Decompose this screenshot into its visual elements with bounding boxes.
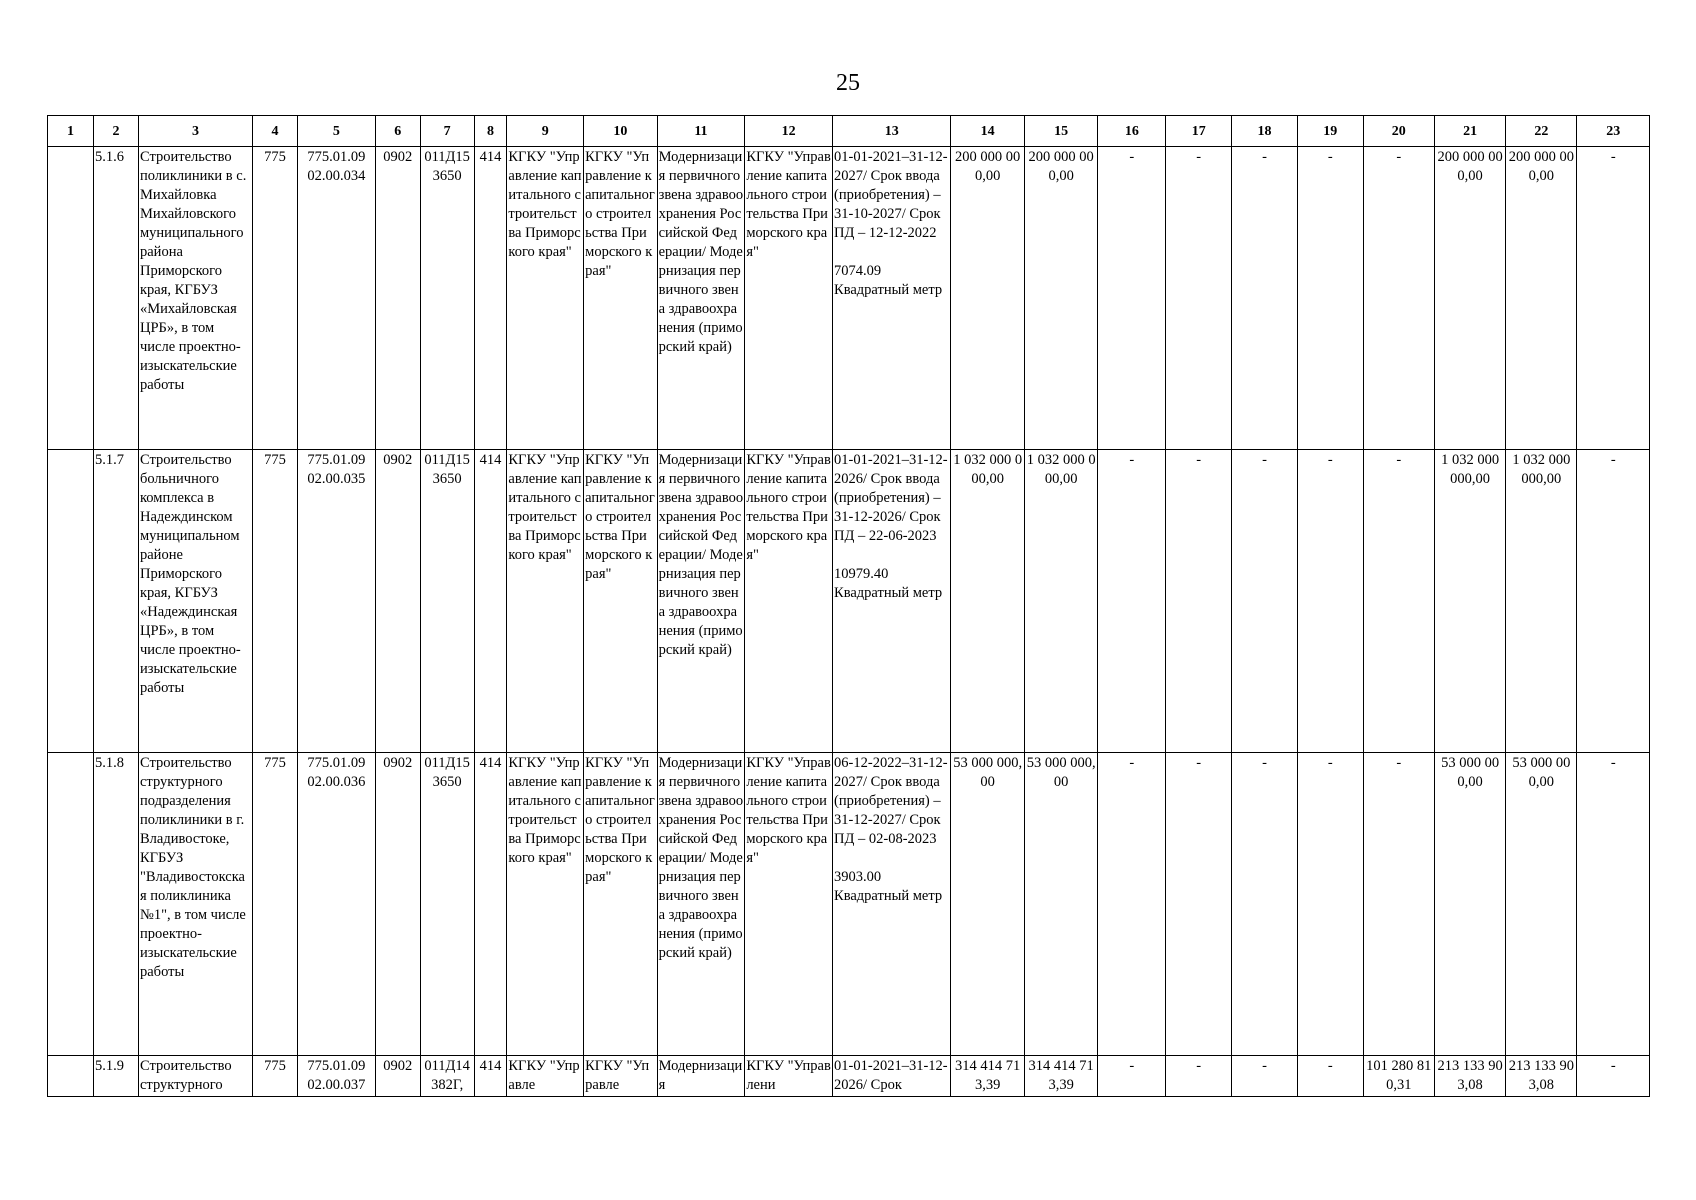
col-header: 22: [1506, 116, 1577, 147]
cell-amount: 53 000 000,00: [1434, 753, 1505, 1056]
cell-amount: 200 000 000,00: [1506, 147, 1577, 450]
col-header: 15: [1024, 116, 1097, 147]
cell-amount: 200 000 000,00: [951, 147, 1024, 450]
cell-object-name: Строительство больничного комплекса в Надеждинском муниципальном районе Приморского края, КГБУЗ «Надеждинская ЦРБ», в том числе проектно-изыскательские работы: [139, 450, 253, 753]
cell: 011Д15 3650: [420, 450, 474, 753]
cell-object-name: Строительство структурного: [139, 1056, 253, 1097]
col-header: 2: [94, 116, 139, 147]
cell: -: [1297, 753, 1363, 1056]
cell-object-name: Строительство структурного подразделения поликлиники в г. Владивостоке, КГБУЗ "Владивостокская поликлиника №1", в том числе проектно-изыскательские работы: [139, 753, 253, 1056]
cell: 414: [474, 450, 507, 753]
cell: -: [1363, 450, 1434, 753]
cell: КГКУ "Управление капитального строительства Приморского края": [745, 147, 833, 450]
cell: 0902: [375, 753, 420, 1056]
cell: -: [1098, 753, 1166, 1056]
col-header: 23: [1577, 116, 1650, 147]
cell: 011Д14 382Г,: [420, 1056, 474, 1097]
cell-item-number: 5.1.7: [94, 450, 139, 753]
cell: -: [1363, 753, 1434, 1056]
col-header: 5: [297, 116, 375, 147]
cell: КГКУ "Управление капитального строительства Приморского края": [507, 147, 584, 450]
col-header: 13: [833, 116, 951, 147]
cell-amount: 53 000 000,00: [1506, 753, 1577, 1056]
cell: 775.01.09 02.00.035: [297, 450, 375, 753]
col-header: 7: [420, 116, 474, 147]
cell-amount: 1 032 000 000,00: [951, 450, 1024, 753]
cell: -: [1232, 450, 1298, 753]
col-header: 9: [507, 116, 584, 147]
cell: КГКУ "Управление капитального строительства Приморского края": [584, 450, 657, 753]
col-header: 8: [474, 116, 507, 147]
cell-amount: 1 032 000 000,00: [1024, 450, 1097, 753]
col-header: 17: [1166, 116, 1232, 147]
cell-amount: 101 280 810,31: [1363, 1056, 1434, 1097]
col-header: 10: [584, 116, 657, 147]
cell: -: [1098, 1056, 1166, 1097]
cell: -: [1166, 753, 1232, 1056]
cell-amount: 200 000 000,00: [1024, 147, 1097, 450]
cell: КГКУ "Управле: [507, 1056, 584, 1097]
cell-amount: 213 133 903,08: [1434, 1056, 1505, 1097]
cell: КГКУ "Управление капитального строительства Приморского края": [584, 147, 657, 450]
cell: [48, 450, 94, 753]
cell-item-number: 5.1.6: [94, 147, 139, 450]
table-row: [48, 450, 1650, 753]
cell-dates: 01-01-2021–31-12-2026/ Срок: [833, 1056, 951, 1097]
cell-dates: 06-12-2022–31-12-2027/ Срок ввода (приобретения) – 31-12-2027/ Срок ПД – 02-08-2023 3903.00 Квадратный метр: [833, 753, 951, 1056]
cell: 775.01.09 02.00.036: [297, 753, 375, 1056]
cell: -: [1232, 1056, 1298, 1097]
budget-table: [47, 115, 1650, 1097]
cell: -: [1297, 1056, 1363, 1097]
cell-dates: 01-01-2021–31-12-2027/ Срок ввода (приобретения) – 31-10-2027/ Срок ПД – 12-12-2022 7074.09 Квадратный метр: [833, 147, 951, 450]
col-header: 1: [48, 116, 94, 147]
col-header: 21: [1434, 116, 1505, 147]
col-header: 6: [375, 116, 420, 147]
cell: Модернизация: [657, 1056, 745, 1097]
cell: -: [1166, 1056, 1232, 1097]
cell: 011Д15 3650: [420, 753, 474, 1056]
col-header: 19: [1297, 116, 1363, 147]
cell: [48, 147, 94, 450]
cell: -: [1577, 753, 1650, 1056]
col-header: 12: [745, 116, 833, 147]
cell: -: [1098, 147, 1166, 450]
cell: 414: [474, 147, 507, 450]
cell: 775.01.09 02.00.037: [297, 1056, 375, 1097]
cell: КГКУ "Управление капитального строительства Приморского края": [507, 753, 584, 1056]
cell: КГКУ "Управле: [584, 1056, 657, 1097]
cell: -: [1577, 450, 1650, 753]
cell: -: [1166, 147, 1232, 450]
cell: -: [1166, 450, 1232, 753]
cell-amount: 53 000 000,00: [951, 753, 1024, 1056]
cell: -: [1363, 147, 1434, 450]
cell: 775.01.09 02.00.034: [297, 147, 375, 450]
cell-amount: 1 032 000 000,00: [1506, 450, 1577, 753]
cell: 775: [253, 147, 298, 450]
cell: Модернизация первичного звена здравоохранения Российской Федерации/ Модернизация первичного звена здравоохранения (приморский край): [657, 753, 745, 1056]
cell: 0902: [375, 147, 420, 450]
cell-amount: 53 000 000,00: [1024, 753, 1097, 1056]
cell: [48, 753, 94, 1056]
header-row: [48, 116, 1650, 147]
cell: Модернизация первичного звена здравоохранения Российской Федерации/ Модернизация первичного звена здравоохранения (приморский край): [657, 147, 745, 450]
cell: 414: [474, 753, 507, 1056]
cell: -: [1232, 753, 1298, 1056]
col-header: 18: [1232, 116, 1298, 147]
cell: -: [1098, 450, 1166, 753]
col-header: 20: [1363, 116, 1434, 147]
cell: КГКУ "Управление капитального строительства Приморского края": [584, 753, 657, 1056]
col-header: 4: [253, 116, 298, 147]
cell: КГКУ "Управление капитального строительства Приморского края": [745, 450, 833, 753]
cell: Модернизация первичного звена здравоохранения Российской Федерации/ Модернизация первичного звена здравоохранения (приморский край): [657, 450, 745, 753]
cell-amount: 200 000 000,00: [1434, 147, 1505, 450]
col-header: 11: [657, 116, 745, 147]
cell: -: [1297, 450, 1363, 753]
cell: -: [1577, 1056, 1650, 1097]
cell-item-number: 5.1.9: [94, 1056, 139, 1097]
cell: [48, 1056, 94, 1097]
cell: КГКУ "Управлени: [745, 1056, 833, 1097]
cell: 414: [474, 1056, 507, 1097]
cell: 775: [253, 450, 298, 753]
cell: 0902: [375, 1056, 420, 1097]
cell: -: [1232, 147, 1298, 450]
cell: 775: [253, 1056, 298, 1097]
cell: КГКУ "Управление капитального строительства Приморского края": [507, 450, 584, 753]
cell: -: [1297, 147, 1363, 450]
table-row: [48, 1056, 1650, 1097]
col-header: 16: [1098, 116, 1166, 147]
cell: 0902: [375, 450, 420, 753]
table-row: [48, 147, 1650, 450]
cell-item-number: 5.1.8: [94, 753, 139, 1056]
cell-object-name: Строительство поликлиники в с. Михайловка Михайловского муниципального района Приморского края, КГБУЗ «Михайловская ЦРБ», в том числе проектно-изыскательские работы: [139, 147, 253, 450]
cell: КГКУ "Управление капитального строительства Приморского края": [745, 753, 833, 1056]
cell-dates: 01-01-2021–31-12-2026/ Срок ввода (приобретения) – 31-12-2026/ Срок ПД – 22-06-2023 10979.40 Квадратный метр: [833, 450, 951, 753]
cell: -: [1577, 147, 1650, 450]
cell: 011Д15 3650: [420, 147, 474, 450]
table-row: [48, 753, 1650, 1056]
col-header: 14: [951, 116, 1024, 147]
cell-amount: 314 414 713,39: [1024, 1056, 1097, 1097]
cell-amount: 1 032 000 000,00: [1434, 450, 1505, 753]
cell-amount: 314 414 713,39: [951, 1056, 1024, 1097]
page-number: 25: [836, 70, 860, 96]
cell-amount: 213 133 903,08: [1506, 1056, 1577, 1097]
cell: 775: [253, 753, 298, 1056]
col-header: 3: [139, 116, 253, 147]
